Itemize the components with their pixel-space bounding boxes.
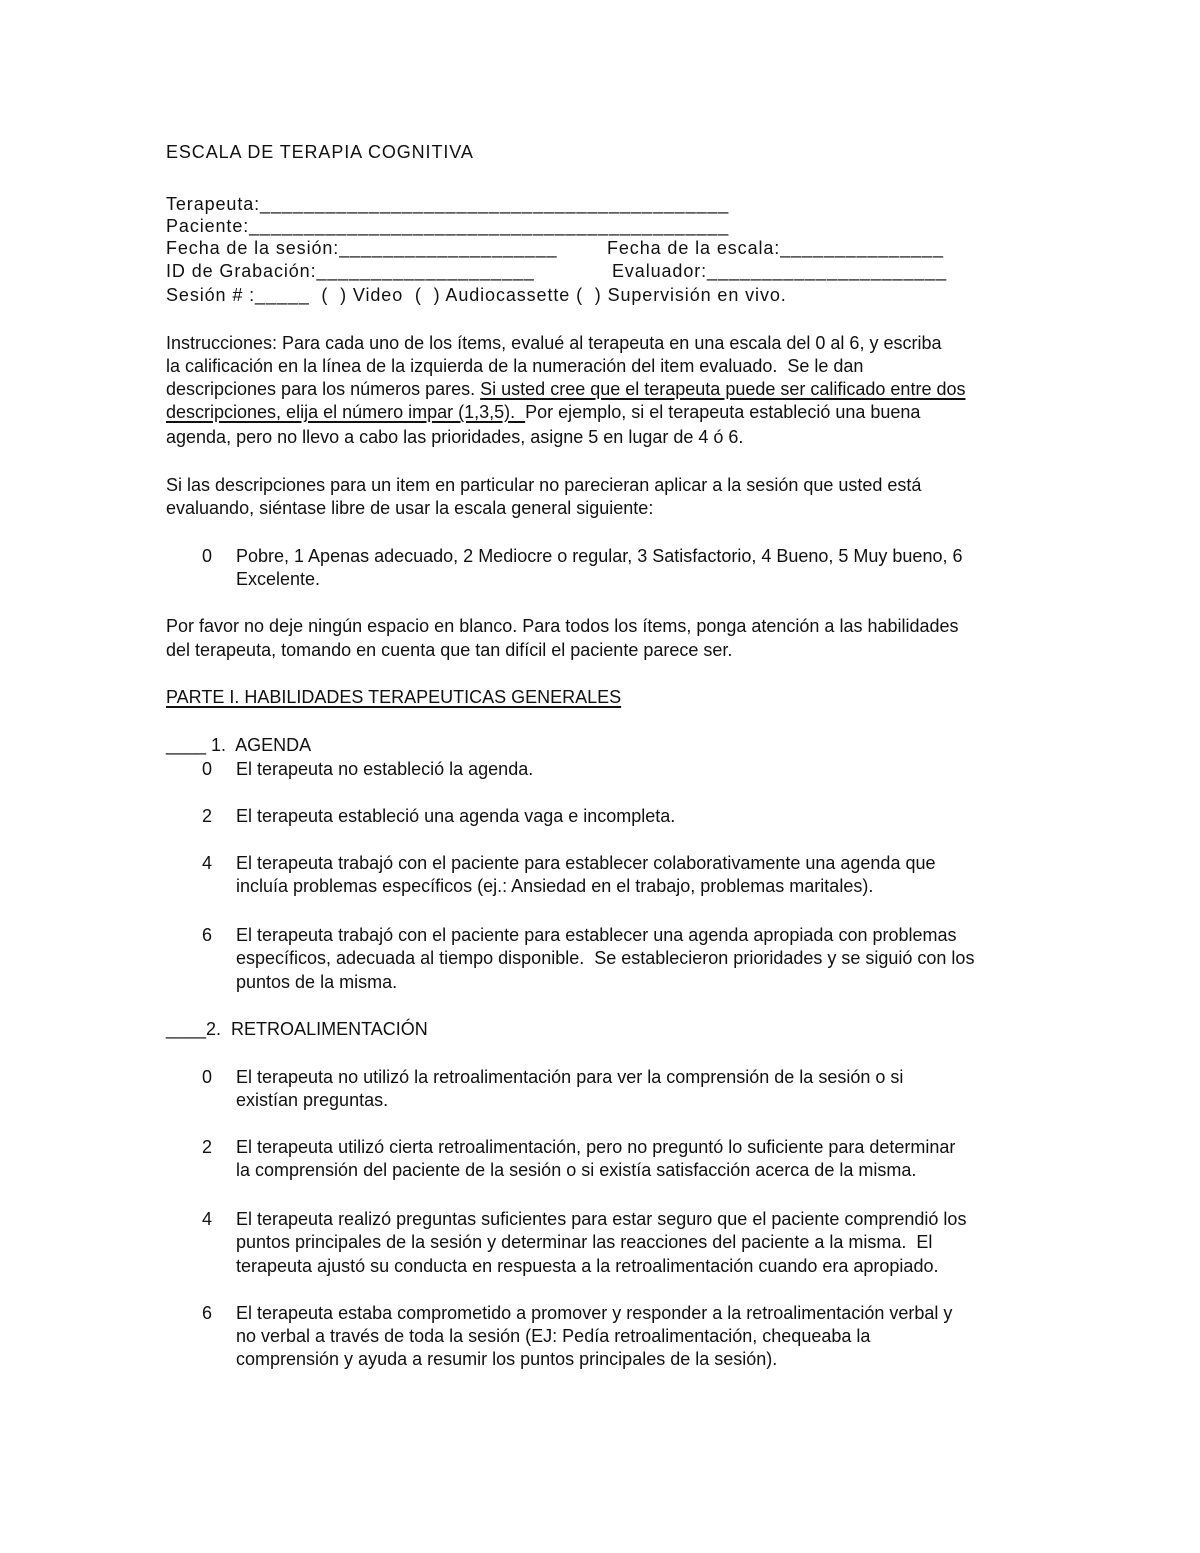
item2-desc-4-line-2: puntos principales de la sesión y determinar las reacciones del paciente a la misma. El (236, 1232, 933, 1252)
item2-desc-4-line-1: El terapeuta realizó preguntas suficientes para estar seguro que el paciente comprendió los (236, 1209, 967, 1229)
instructions-line-4-plain: Por ejemplo, si el terapeuta estableció una buena (525, 402, 921, 422)
instructions-line-4 (166, 401, 920, 423)
item2-desc-6-line-3: comprensión y ayuda a resumir los puntos principales de la sesión). (236, 1349, 778, 1369)
recording-id-field: ID de Grabación:____________________ (166, 261, 535, 281)
part1-heading: PARTE I. HABILIDADES TERAPEUTICAS GENERALES (166, 687, 622, 707)
instructions-line-5: agenda, pero no llevo a cabo las prioridades, asigne 5 en lugar de 4 ó 6. (166, 427, 744, 447)
item1-heading: ____ 1. AGENDA (166, 735, 312, 755)
item2-score-2: 2 (202, 1137, 213, 1157)
item1-score-0: 0 (202, 759, 213, 779)
general-scale-line-2: Excelente. (236, 569, 321, 589)
closing-note-line-1: Por favor no deje ningún espacio en blanco. Para todos los ítems, ponga atención a las habilidades (166, 616, 959, 636)
evaluator-field: Evaluador:______________________ (612, 261, 948, 281)
patient-field: Paciente:____________________________________________ (166, 216, 730, 236)
item1-desc-6-line-1: El terapeuta trabajó con el paciente para establecer una agenda apropiada con problemas (236, 925, 957, 945)
instructions-line-1: Instrucciones: Para cada uno de los ítems, evalué al terapeuta en una escala del 0 al 6, y escriba (166, 333, 942, 353)
closing-note-line-2: del terapeuta, tomando en cuenta que tan difícil el paciente parece ser. (166, 640, 733, 660)
item1-desc-6-line-3: puntos de la misma. (236, 972, 398, 992)
item2-heading: ____2. RETROALIMENTACIÓN (166, 1019, 428, 1039)
item2-desc-2-line-1: El terapeuta utilizó cierta retroalimentación, pero no preguntó lo suficiente para determinar (236, 1137, 956, 1157)
general-scale-intro-line-1: Si las descripciones para un item en particular no parecieran aplicar a la sesión que usted está (166, 475, 922, 495)
instructions-line-4-underlined: descripciones, elija el número impar (1,3,5). (166, 402, 526, 422)
item2-desc-4-line-3: terapeuta ajustó su conducta en respuesta a la retroalimentación cuando era apropiado. (236, 1256, 939, 1276)
session-type-line: Sesión # :_____ ( ) Video ( ) Audiocassette ( ) Supervisión en vivo. (166, 285, 787, 305)
item1-desc-4-line-2: incluía problemas específicos (ej.: Ansiedad en el trabajo, problemas maritales). (236, 876, 874, 896)
item2-desc-6-line-1: El terapeuta estaba comprometido a promover y responder a la retroalimentación verbal y (236, 1303, 953, 1323)
item1-desc-2-line-1: El terapeuta estableció una agenda vaga e incompleta. (236, 806, 676, 826)
item2-score-4: 4 (202, 1209, 213, 1229)
item2-desc-0-line-2: existían preguntas. (236, 1090, 389, 1110)
item1-score-2: 2 (202, 806, 213, 826)
item2-score-0: 0 (202, 1067, 213, 1087)
item2-desc-0-line-1: El terapeuta no utilizó la retroalimentación para ver la comprensión de la sesión o si (236, 1067, 904, 1087)
instructions-line-3-plain: descripciones para los números pares. (166, 379, 481, 399)
scale-date-field: Fecha de la escala:_______________ (607, 238, 944, 258)
session-date-field: Fecha de la sesión:____________________ (166, 238, 558, 258)
document-title: ESCALA DE TERAPIA COGNITIVA (166, 142, 474, 162)
item1-desc-4-line-1: El terapeuta trabajó con el paciente para establecer colaborativamente una agenda que (236, 853, 936, 873)
item2-desc-6-line-2: no verbal a través de toda la sesión (EJ: Pedía retroalimentación, chequeaba la (236, 1326, 871, 1346)
instructions-line-3-underlined: Si usted cree que el terapeuta puede ser calificado entre dos (480, 379, 966, 399)
item1-score-6: 6 (202, 925, 213, 945)
general-scale-intro-line-2: evaluando, siéntase libre de usar la escala general siguiente: (166, 498, 654, 518)
general-scale-line-1: Pobre, 1 Apenas adecuado, 2 Mediocre o regular, 3 Satisfactorio, 4 Bueno, 5 Muy bueno, 6 (236, 546, 963, 566)
general-scale-number: 0 (202, 546, 213, 566)
item1-desc-0-line-1: El terapeuta no estableció la agenda. (236, 759, 534, 779)
therapist-field: Terapeuta:___________________________________________ (166, 194, 730, 214)
item1-desc-6-line-2: específicos, adecuada al tiempo disponible. Se establecieron prioridades y se siguió con los (236, 948, 975, 968)
instructions-line-3 (166, 378, 965, 400)
instructions-line-2: la calificación en la línea de la izquierda de la numeración del item evaluado. Se le dan (166, 356, 864, 376)
item2-desc-2-line-2: la comprensión del paciente de la sesión o si existía satisfacción acerca de la misma. (236, 1160, 917, 1180)
item2-score-6: 6 (202, 1303, 213, 1323)
item1-score-4: 4 (202, 853, 213, 873)
